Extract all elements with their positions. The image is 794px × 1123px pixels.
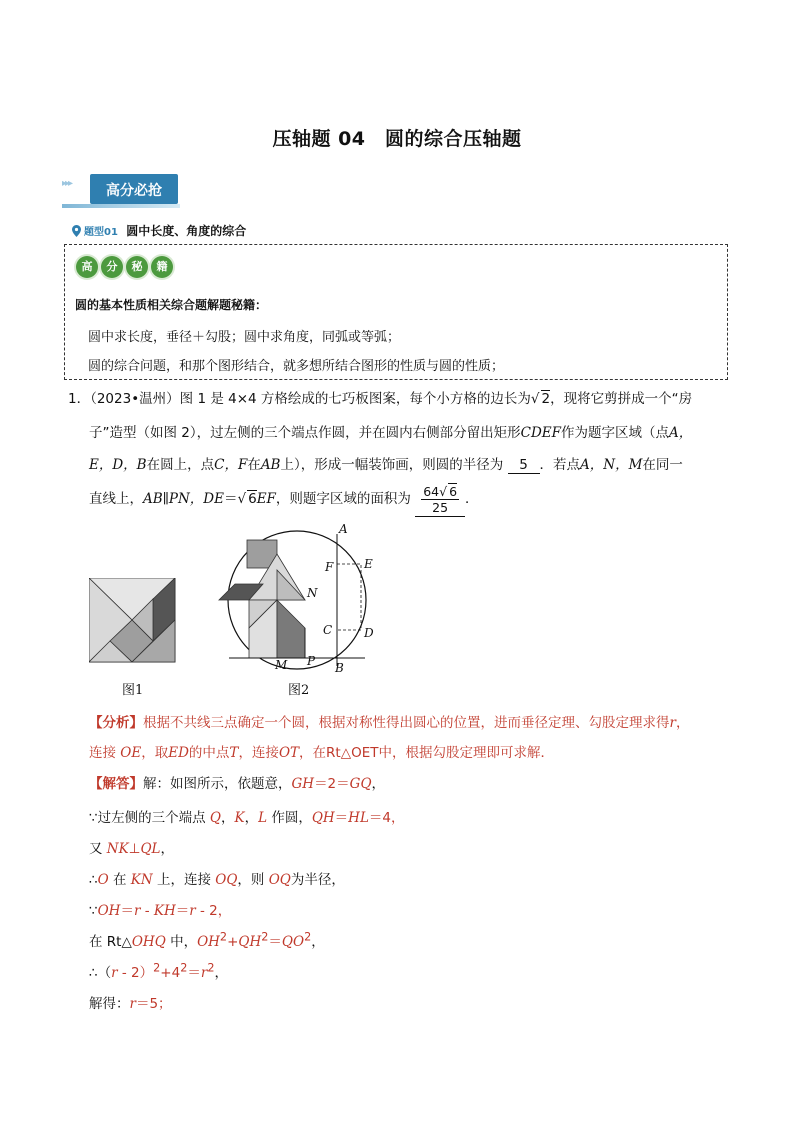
exponent: 2 bbox=[207, 961, 215, 975]
solution-text: ∵过左侧的三个端点 bbox=[89, 810, 206, 826]
analysis-text: ，在 bbox=[299, 745, 327, 761]
solution-var: QL bbox=[140, 841, 161, 857]
solution-text: ＝2＝ bbox=[314, 776, 350, 792]
solution-text: ， bbox=[214, 965, 228, 981]
question-line-2 bbox=[89, 421, 692, 441]
solution-text: 中， bbox=[170, 934, 198, 950]
solution-line-1 bbox=[89, 772, 385, 792]
solution-var: QH bbox=[238, 934, 262, 950]
exponent: 2 bbox=[261, 930, 269, 944]
solution-var: OH bbox=[197, 934, 220, 950]
question-number: 1． bbox=[68, 391, 91, 407]
analysis-var: ED bbox=[168, 745, 189, 761]
solution-var: r bbox=[133, 903, 141, 919]
exponent: 2 bbox=[153, 961, 161, 975]
solution-text: ∵ bbox=[89, 903, 98, 919]
solution-text: 上，连接 bbox=[156, 872, 211, 888]
point-names: C，F bbox=[214, 457, 248, 473]
solution-tag: 【解答】 bbox=[89, 776, 143, 792]
analysis-text: ，连接 bbox=[238, 745, 279, 761]
question-text: ． bbox=[465, 491, 479, 507]
figure-2-caption: 图2 bbox=[288, 683, 310, 698]
fraction-denominator: 25 bbox=[432, 499, 449, 515]
label-c: C bbox=[323, 623, 333, 637]
label-b: B bbox=[335, 661, 344, 675]
solution-line-7 bbox=[89, 961, 228, 981]
solution-var: r bbox=[200, 965, 208, 981]
solution-text: 解得： bbox=[89, 996, 130, 1012]
solution-text: ＝4， bbox=[368, 810, 405, 826]
solution-text: ＝5； bbox=[135, 996, 172, 1012]
label-p: P bbox=[307, 654, 316, 668]
banner-underline bbox=[62, 204, 180, 208]
fraction-numerator: 64√ 6 bbox=[423, 483, 458, 499]
solution-text: - 2， bbox=[195, 903, 232, 919]
question-text: 图 1 是 4×4 方格绘成的七巧板图案，每个小方格的边长为 bbox=[179, 391, 531, 407]
question-text: 子”造型（如图 2），过左侧的三个端点作圆，并在圆内右侧部分留出矩形 bbox=[89, 425, 521, 441]
solution-var: KN bbox=[130, 872, 153, 888]
analysis-text: ， bbox=[675, 715, 690, 731]
solution-text: ， bbox=[160, 841, 175, 857]
analysis-tag: 【分析】 bbox=[89, 715, 143, 731]
label-a: A bbox=[339, 522, 348, 536]
solution-var: Q bbox=[209, 810, 221, 826]
label-d: D bbox=[364, 626, 374, 640]
solution-var: QO bbox=[281, 934, 305, 950]
solution-text: + bbox=[227, 934, 239, 950]
figure-1-caption: 图1 bbox=[122, 683, 144, 698]
point-name: A， bbox=[669, 425, 693, 441]
solution-line-3 bbox=[89, 837, 174, 857]
solution-var: OHQ bbox=[131, 934, 166, 950]
solution-var: GQ bbox=[349, 776, 372, 792]
banner-arrows-icon: ▸▸▸ bbox=[62, 178, 72, 189]
question-text: ＝ bbox=[223, 491, 238, 507]
exponent: 2 bbox=[219, 930, 228, 944]
solution-text: 为半径， bbox=[290, 872, 345, 888]
tips-line-1: 圆中求长度，垂径＋勾股；圆中求角度，同弧或等弧； bbox=[88, 330, 401, 345]
badge-gao: 高 bbox=[76, 256, 98, 278]
analysis-var: T bbox=[229, 745, 239, 761]
analysis-var: OE bbox=[120, 745, 142, 761]
solution-line-8 bbox=[89, 992, 172, 1012]
question-text: 上），形成一幅装饰画，则圆的半径为 bbox=[280, 457, 504, 473]
point-names: A，N，M bbox=[580, 457, 643, 473]
solution-text: ， bbox=[311, 934, 325, 950]
figure-1-tangram bbox=[89, 578, 177, 664]
question-line-1 bbox=[68, 389, 692, 409]
solution-text: ⊥ bbox=[128, 841, 141, 857]
solution-text: 在 Rt△ bbox=[89, 934, 132, 950]
numerator-coef: 64 bbox=[423, 483, 440, 499]
solution-var: L bbox=[258, 810, 268, 826]
banner-bar bbox=[90, 174, 178, 204]
section-banner bbox=[62, 174, 180, 204]
badge-mi: 秘 bbox=[126, 256, 148, 278]
solution-var: NK bbox=[106, 841, 129, 857]
question-text: 直线上， bbox=[89, 491, 143, 507]
analysis-var: r bbox=[669, 715, 676, 731]
solution-text: 作圆， bbox=[271, 810, 312, 826]
analysis-var: OT bbox=[278, 745, 300, 761]
exponent: 2 bbox=[304, 930, 312, 944]
question-text: ，则题字区域的面积为 bbox=[275, 491, 411, 507]
question-line-3 bbox=[89, 453, 683, 474]
analysis-line-1 bbox=[89, 711, 689, 731]
analysis-text: 根据不共线三点确定一个圆，根据对称性得出圆心的位置，进而垂径定理、勾股定理求得 bbox=[143, 715, 670, 731]
solution-line-6 bbox=[89, 930, 325, 950]
solution-var: OH bbox=[97, 903, 121, 919]
segment-name: AB bbox=[260, 457, 281, 473]
question-text: ，现将它剪拼成一个“房 bbox=[550, 391, 693, 407]
label-m: M bbox=[275, 658, 288, 672]
solution-var: OQ bbox=[215, 872, 238, 888]
secret-badges bbox=[76, 255, 176, 278]
solution-var: HL bbox=[348, 810, 369, 826]
solution-text: ∴ bbox=[89, 872, 98, 888]
figure-2-labels bbox=[213, 524, 381, 680]
tips-line-2: 圆的综合问题，和那个图形结合，就多想所结合图形的性质与圆的性质； bbox=[88, 359, 505, 374]
rect-name: CDEF bbox=[520, 425, 561, 441]
answer-blank-2 bbox=[415, 482, 465, 517]
solution-text: ＝ bbox=[334, 810, 349, 826]
solution-var: QH bbox=[311, 810, 335, 826]
label-f: F bbox=[325, 560, 334, 574]
question-text: 在同一 bbox=[642, 457, 683, 473]
solution-var: K bbox=[234, 810, 245, 826]
sqrt-radicand: 6 bbox=[248, 491, 257, 507]
solution-text: ＝ bbox=[120, 903, 134, 919]
solution-text: 又 bbox=[89, 841, 103, 857]
tips-heading: 圆的基本性质相关综合题解题秘籍： bbox=[75, 298, 268, 312]
solution-text: - 2） bbox=[117, 965, 154, 981]
point-names: E，D，B bbox=[89, 457, 147, 473]
solution-var: OQ bbox=[268, 872, 291, 888]
sqrt-2: √ 2 bbox=[530, 391, 551, 407]
label-e: E bbox=[364, 557, 373, 571]
solution-text: 解：如图所示，依题意， bbox=[143, 776, 292, 792]
solution-var: r bbox=[189, 903, 196, 919]
solution-text: - bbox=[140, 903, 154, 919]
analysis-text: 中，根据勾股定理即可求解． bbox=[378, 745, 554, 761]
solution-line-2 bbox=[89, 806, 405, 826]
question-text: ．若点 bbox=[539, 457, 581, 473]
solution-text: +4 bbox=[160, 965, 181, 981]
solution-text: ，则 bbox=[237, 872, 265, 888]
analysis-text: 的中点 bbox=[188, 745, 230, 761]
answer-fraction bbox=[421, 484, 459, 515]
question-line-4 bbox=[89, 482, 479, 517]
solution-text: 在 bbox=[112, 872, 127, 888]
solution-text: ＝ bbox=[175, 903, 190, 919]
question-type-heading bbox=[72, 222, 246, 239]
page-title: 压轴题 04 圆的综合压轴题 bbox=[272, 128, 522, 150]
sqrt-radicand: 6 bbox=[449, 483, 458, 499]
label-n: N bbox=[307, 586, 318, 600]
location-pin-icon bbox=[72, 225, 81, 237]
solution-text: ∴（ bbox=[89, 965, 112, 981]
answer-blank-1: 5 bbox=[508, 457, 540, 474]
solution-var: KH bbox=[153, 903, 176, 919]
banner-label: 高分必抢 bbox=[106, 183, 162, 199]
solution-var: r bbox=[129, 996, 136, 1012]
question-text: 在圆上，点 bbox=[146, 457, 215, 473]
badge-fen: 分 bbox=[101, 256, 123, 278]
analysis-text: ，取 bbox=[141, 745, 169, 761]
solution-var: GH bbox=[291, 776, 315, 792]
question-source: （2023•温州） bbox=[90, 391, 180, 407]
solution-text: ， bbox=[244, 810, 259, 826]
math-expr: AB∥PN，DE bbox=[143, 491, 224, 507]
analysis-var: Rt△OET bbox=[326, 745, 379, 761]
solution-text: ＝ bbox=[187, 965, 201, 981]
analysis-line-2 bbox=[89, 741, 554, 761]
solution-var: r bbox=[111, 965, 118, 981]
exponent: 2 bbox=[180, 961, 188, 975]
analysis-text: 连接 bbox=[89, 745, 116, 761]
solution-line-5 bbox=[89, 899, 231, 919]
question-text: 作为题字区域（点 bbox=[561, 425, 669, 441]
solution-text: ＝ bbox=[268, 934, 282, 950]
solution-line-4 bbox=[89, 868, 345, 888]
type-title: 圆中长度、角度的综合 bbox=[126, 224, 247, 238]
sqrt-radicand: 2 bbox=[541, 391, 551, 407]
segment-name: EF bbox=[256, 491, 276, 507]
sqrt-6: √ 6 bbox=[237, 491, 257, 507]
solution-var: O bbox=[97, 872, 109, 888]
badge-ji: 籍 bbox=[151, 256, 173, 278]
type-tag: 题型01 bbox=[84, 227, 118, 238]
solution-text: ， bbox=[371, 776, 386, 792]
solution-text: ， bbox=[220, 810, 235, 826]
question-text: 在 bbox=[247, 457, 261, 473]
